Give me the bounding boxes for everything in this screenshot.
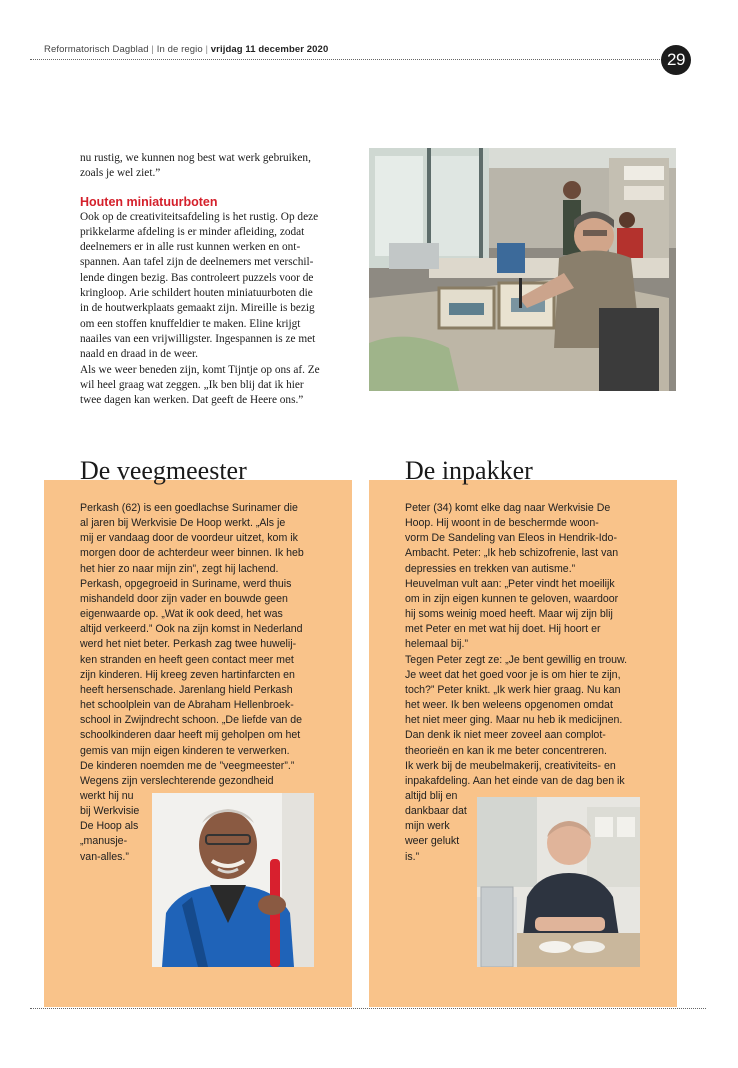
text-line: bij Werkvisie [80, 805, 140, 818]
text-line: De Hoop als [80, 820, 139, 833]
text-line: altijd blij en [405, 789, 458, 802]
text-line: spannen. Aan tafel zijn de deelnemers met verschil- [80, 256, 314, 269]
text-line: met Peter en met wat hij doet. Hij hoort er [405, 623, 601, 636]
text-line: zijn kinderen. Hij kreeg zeven hartinfarcten en [80, 668, 295, 681]
text-line: nu rustig, we kunnen nog best wat werk gebruiken, [80, 152, 311, 164]
footer-divider [30, 1008, 706, 1009]
text-line: Wegens zijn verslechterende gezondheid [80, 774, 274, 787]
article-continuation [80, 151, 346, 408]
text-line: Peter (34) komt elke dag naar Werkvisie De [405, 502, 611, 514]
header-divider [30, 59, 670, 60]
text-line: het schoolplein van de Abraham Hellenbroek- [80, 699, 294, 712]
text-line: Je weet dat het goed voor je is om hier te zijn, [405, 668, 621, 681]
text-line: depressies en trekken van autisme.” [405, 562, 576, 575]
text-line: deelnemers er in alle rust kunnen werken en ont- [80, 241, 301, 254]
workshop-photo [369, 148, 676, 391]
text-line: kringloop. Arie schildert houten miniatuurboten die [80, 287, 313, 300]
header-separator: | [151, 44, 154, 55]
text-line: ken stranden en heeft geen contact meer met [80, 653, 294, 666]
text-line: hij soms weinig moed heeft. Maar wij zijn blij [405, 608, 613, 621]
text-line: toch?” Peter knikt. „Ik werk hier graag. Nu kan [405, 683, 621, 696]
text-line: werd het niet beter. Perkash zag twee huwelij- [80, 638, 297, 651]
text-line: inpakafdeling. Aan het einde van de dag ben ik [405, 774, 625, 787]
perkash-photo [152, 793, 314, 967]
text-line: om een stoffen knuffeldier te maken. Eline krijgt [80, 317, 301, 330]
text-line: eigenwaarde op. „Wat ik ook deed, het was [80, 608, 283, 621]
text-line: theorieën en kan ik me beter concentreren. [405, 744, 607, 757]
text-line: van-alles.” [80, 850, 129, 863]
text-line: gemis van mijn eigen kinderen te verwerken. [80, 744, 290, 757]
veegmeester-heading: De veegmeester [80, 456, 247, 485]
page-number-badge: 29 [661, 45, 691, 75]
text-line: dankbaar dat [405, 805, 467, 818]
text-line: het hier zo naar mijn zin”, zegt hij lachend. [80, 562, 279, 575]
text-line: Tegen Peter zegt ze: „Je bent gewillig en trouw. [405, 653, 628, 666]
text-line: in de houtwerkplaats gemaakt zijn. Mireille is bezig [80, 302, 315, 315]
text-line: is.” [405, 850, 420, 863]
text-line: wil heel graag wat zeggen. „Ik ben blij dat ik hier [80, 378, 304, 391]
text-line: weer gelukt [405, 835, 460, 848]
text-line: De kinderen noemden me de ”veegmeester”.” [80, 759, 295, 772]
text-line: naald en draad in de weer. [80, 348, 198, 361]
text-line: prikkelarme afdeling is er minder afleiding, zodat [80, 225, 305, 238]
text-line: lende dingen bezig. Bas controleert puzzels voor de [80, 271, 314, 284]
text-line: Heuvelman vult aan: „Peter vindt het moeilijk [405, 577, 615, 590]
text-line: werkt hij nu [80, 789, 134, 802]
text-line: het weer. Ik ben weleens opgenomen omdat [405, 699, 613, 712]
issue-date: vrijdag 11 december 2020 [210, 44, 329, 55]
text-line: mishandeld door zijn vader en bouwde geen [80, 592, 288, 605]
text-line: Ook op de creativiteitsafdeling is het rustig. Op deze [80, 210, 319, 223]
text-line: het niet meer ging. Maar nu heb ik medicijnen. [405, 714, 623, 727]
text-line: helemaal bij.” [405, 638, 469, 651]
text-line: vorm De Sandeling van Eleos in Hendrik-Ido- [405, 532, 617, 545]
text-line: school in Zwijndrecht schoon. „De liefde van de [80, 714, 302, 727]
text-line: schoolkinderen daar heeft mij geholpen om het [80, 729, 301, 742]
subheading: Houten miniatuurboten [80, 194, 218, 209]
continuation-paragraph [80, 151, 346, 182]
text-line: „manusje- [80, 835, 128, 848]
text-line: mij er vandaag door de voordeur uitzet, kom ik [80, 532, 298, 545]
text-line: al jaren bij Werkvisie De Hoop werkt. „Als je [80, 517, 286, 530]
section-name: In de regio [156, 44, 203, 55]
inpakker-heading: De inpakker [405, 456, 533, 485]
text-line: Als we weer beneden zijn, komt Tijntje op ons af. Ze [80, 363, 320, 376]
text-line: mijn werk [405, 820, 450, 833]
publication-name: Reformatorisch Dagblad [44, 44, 149, 55]
text-line: morgen door de achterdeur weer binnen. Ik heb [80, 547, 304, 560]
header-separator: | [205, 44, 209, 55]
text-line: zoals je wel ziet.” [80, 167, 161, 180]
text-line: Ambacht. Peter: „Ik heb schizofrenie, last van [405, 547, 619, 560]
text-line: heeft hersenschade. Jarenlang hield Perkash [80, 683, 293, 696]
text-line: Perkash, opgegroeid in Suriname, werd thuis [80, 577, 292, 590]
text-line: naailes van een vrijwilligster. Ingespannen is ze met [80, 332, 316, 345]
text-line: twee dagen kan werken. Dat geeft de Heere ons.” [80, 394, 304, 407]
text-line: Dan denk ik niet meer zoveel aan complot- [405, 729, 606, 742]
text-line: Hoop. Hij woont in de beschermde woon- [405, 517, 599, 530]
text-line: altijd verkeerd.” Ook na zijn komst in Nederland [80, 623, 303, 636]
peter-photo [477, 797, 640, 967]
text-line: Ik werk bij de meubelmakerij, creativiteits- en [405, 759, 616, 772]
page-header [44, 44, 328, 55]
text-line: om in zijn eigen kunnen te geloven, waardoor [405, 592, 619, 605]
creativity-paragraph [80, 210, 346, 409]
text-line: Perkash (62) is een goedlachse Surinamer die [80, 502, 298, 514]
